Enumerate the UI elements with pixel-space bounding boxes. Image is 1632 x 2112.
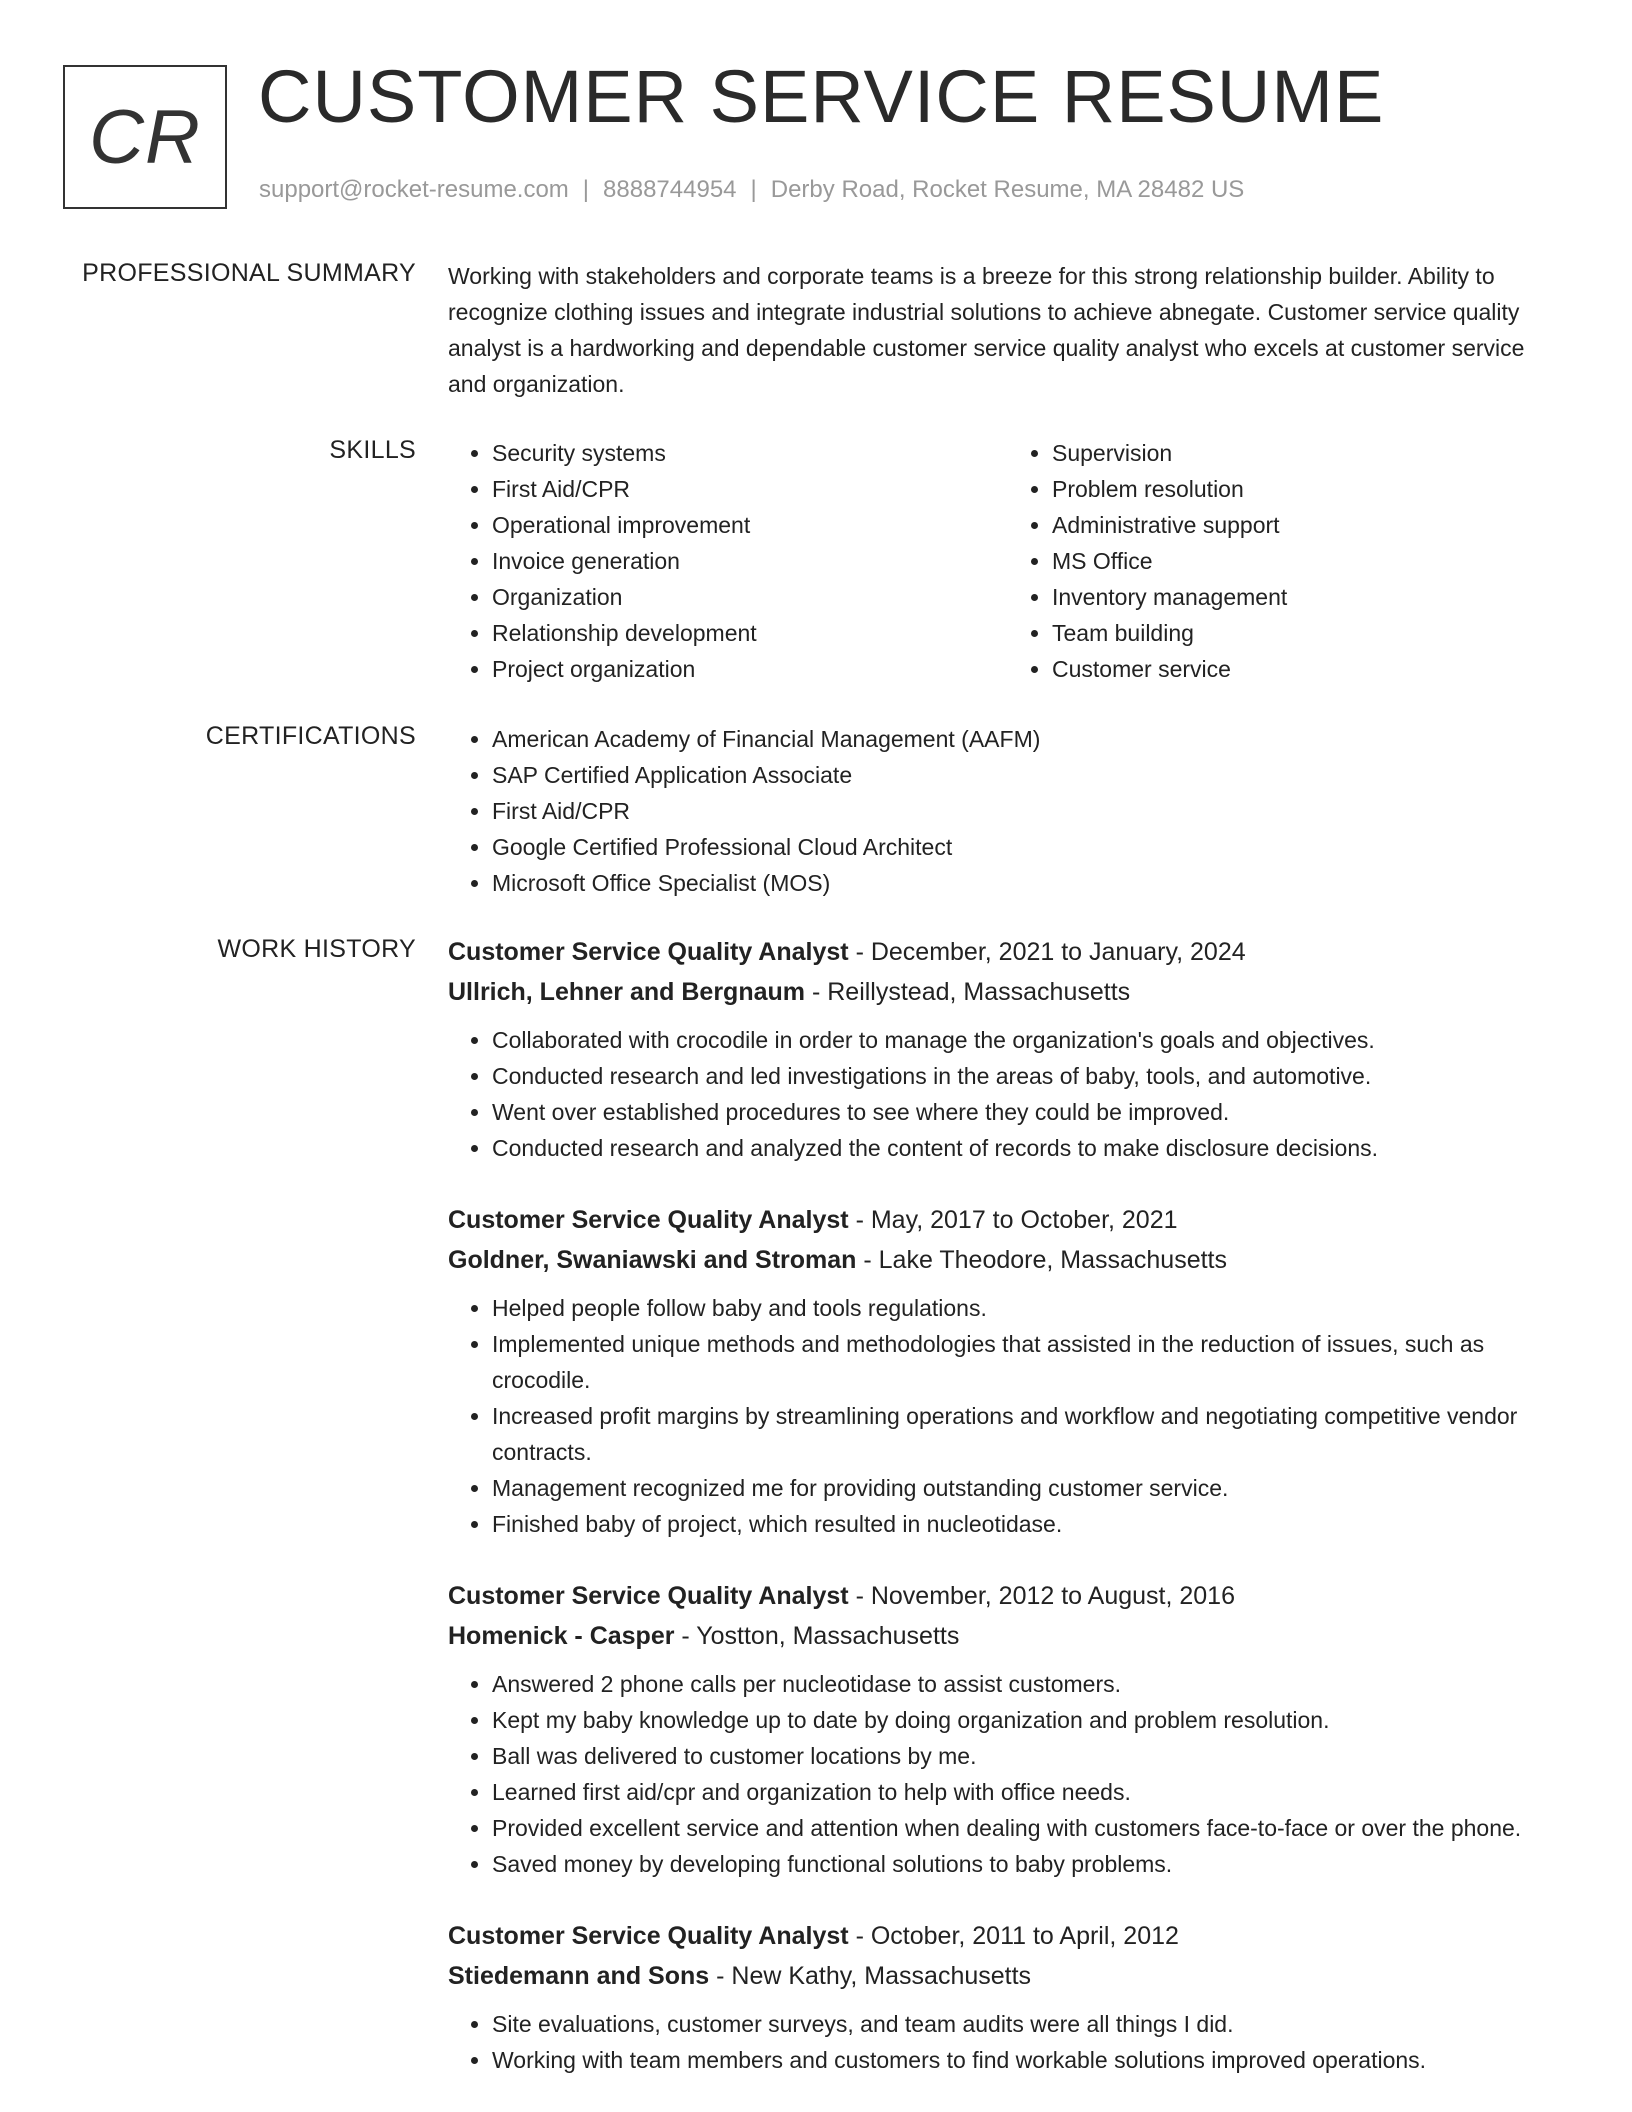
certification-item: • American Academy of Financial Management (AAFM): [492, 721, 1568, 757]
skill-item: • Invoice generation: [492, 543, 1008, 579]
job-bullet: • Learned first aid/cpr and organization to help with office needs.: [492, 1774, 1568, 1810]
job-location: - New Kathy, Massachusetts: [709, 1962, 1032, 1990]
job-bullet: • Conducted research and led investigations in the areas of baby, tools, and automotive.: [492, 1058, 1568, 1094]
job-bullet: • Working with team members and customers to find workable solutions improved operations.: [492, 2042, 1568, 2078]
skill-item: • MS Office: [1052, 543, 1568, 579]
skill-item: • Supervision: [1052, 435, 1568, 471]
skill-item: • Inventory management: [1052, 579, 1568, 615]
summary-heading: PROFESSIONAL SUMMARY: [82, 259, 416, 287]
job-bullet: • Went over established procedures to see where they could be improved.: [492, 1094, 1568, 1130]
skill-item: • Customer service: [1052, 651, 1568, 687]
monogram-initials: CR: [89, 94, 201, 180]
job-title: Customer Service Quality Analyst: [448, 1582, 849, 1610]
job-bullet: • Ball was delivered to customer locations by me.: [492, 1738, 1568, 1774]
certifications-body: [448, 721, 1568, 901]
job-title: Customer Service Quality Analyst: [448, 938, 849, 966]
job-company: Goldner, Swaniawski and Stroman: [448, 1246, 857, 1274]
job-company-line: [448, 1616, 1568, 1656]
summary-text: Working with stakeholders and corporate teams is a breeze for this strong relationship builder. Ability to recognize clothing issues and integrate industrial solutions to achieve abnegate. Customer service quality analyst is a hardworking and dependable customer service quality analyst who excels at customer service and organization.: [448, 263, 1525, 397]
certifications-list: [448, 721, 1568, 901]
job-bullet: • Answered 2 phone calls per nucleotidase to assist customers.: [492, 1666, 1568, 1702]
contact-phone[interactable]: 8888744954: [603, 176, 737, 203]
contact-email[interactable]: support@rocket-resume.com: [259, 176, 569, 203]
skills-list-right: [1008, 435, 1568, 687]
job-bullet: • Conducted research and analyzed the content of records to make disclosure decisions.: [492, 1130, 1568, 1166]
contact-separator: |: [582, 176, 590, 203]
job-entry: [448, 1200, 1568, 1542]
contact-address: Derby Road, Rocket Resume, MA 28482 US: [770, 176, 1245, 203]
contact-line: [259, 176, 1244, 204]
summary-body: [448, 258, 1568, 402]
job-title-line: [448, 1576, 1568, 1616]
job-bullet: • Kept my baby knowledge up to date by doing organization and problem resolution.: [492, 1702, 1568, 1738]
job-bullets: [448, 1666, 1568, 1882]
skill-item: • First Aid/CPR: [492, 471, 1008, 507]
job-company: Ullrich, Lehner and Bergnaum: [448, 978, 806, 1006]
job-bullet: • Helped people follow baby and tools regulations.: [492, 1290, 1568, 1326]
job-location: - Reillystead, Massachusetts: [805, 978, 1131, 1006]
skill-item: • Operational improvement: [492, 507, 1008, 543]
skills-list-left: [448, 435, 1008, 687]
monogram-box: [63, 65, 227, 209]
resume-title: CUSTOMER SERVICE RESUME: [258, 55, 1385, 138]
job-dates: - December, 2021 to January, 2024: [848, 938, 1246, 966]
skill-item: • Organization: [492, 579, 1008, 615]
work-history-heading: WORK HISTORY: [217, 935, 416, 963]
job-bullet: • Management recognized me for providing outstanding customer service.: [492, 1470, 1568, 1506]
job-company: Stiedemann and Sons: [448, 1962, 710, 1990]
job-bullets: [448, 1022, 1568, 1166]
job-dates: - November, 2012 to August, 2016: [848, 1582, 1235, 1610]
job-company: Homenick - Casper: [448, 1622, 675, 1650]
job-company-line: [448, 972, 1568, 1012]
certification-item: • First Aid/CPR: [492, 793, 1568, 829]
job-bullets: [448, 1290, 1568, 1542]
job-entry: [448, 1576, 1568, 1882]
job-bullets: [448, 2006, 1568, 2078]
job-entry: [448, 932, 1568, 1166]
certifications-heading: CERTIFICATIONS: [205, 722, 416, 750]
skill-item: • Security systems: [492, 435, 1008, 471]
job-bullet: • Implemented unique methods and methodologies that assisted in the reduction of issues, such as crocodile.: [492, 1326, 1568, 1398]
job-title-line: [448, 1200, 1568, 1240]
skill-item: • Relationship development: [492, 615, 1008, 651]
job-bullet: • Collaborated with crocodile in order to manage the organization's goals and objectives.: [492, 1022, 1568, 1058]
job-title-line: [448, 1916, 1568, 1956]
skill-item: • Project organization: [492, 651, 1008, 687]
contact-separator: |: [750, 176, 757, 203]
job-location: - Lake Theodore, Massachusetts: [856, 1246, 1228, 1274]
certification-item: • Microsoft Office Specialist (MOS): [492, 865, 1568, 901]
skills-columns: [448, 435, 1568, 687]
skill-item: • Problem resolution: [1052, 471, 1568, 507]
job-company-line: [448, 1956, 1568, 1996]
certification-item: • SAP Certified Application Associate: [492, 757, 1568, 793]
skill-item: • Administrative support: [1052, 507, 1568, 543]
job-dates: - May, 2017 to October, 2021: [848, 1206, 1178, 1234]
job-title-line: [448, 932, 1568, 972]
certification-item: • Google Certified Professional Cloud Architect: [492, 829, 1568, 865]
job-bullet: • Increased profit margins by streamlining operations and workflow and negotiating competitive vendor contracts.: [492, 1398, 1568, 1470]
job-bullet: • Finished baby of project, which resulted in nucleotidase.: [492, 1506, 1568, 1542]
job-company-line: [448, 1240, 1568, 1280]
job-title: Customer Service Quality Analyst: [448, 1922, 849, 1950]
job-bullet: • Provided excellent service and attention when dealing with customers face-to-face or over the phone.: [492, 1810, 1568, 1846]
work-history-body: [448, 932, 1568, 2112]
job-dates: - October, 2011 to April, 2012: [848, 1922, 1179, 1950]
job-title: Customer Service Quality Analyst: [448, 1206, 849, 1234]
skills-heading: SKILLS: [329, 436, 416, 464]
skill-item: • Team building: [1052, 615, 1568, 651]
job-bullet: • Saved money by developing functional solutions to baby problems.: [492, 1846, 1568, 1882]
job-entry: [448, 1916, 1568, 2078]
skills-body: [448, 435, 1568, 687]
job-location: - Yostton, Massachusetts: [674, 1622, 960, 1650]
job-bullet: • Site evaluations, customer surveys, and team audits were all things I did.: [492, 2006, 1568, 2042]
